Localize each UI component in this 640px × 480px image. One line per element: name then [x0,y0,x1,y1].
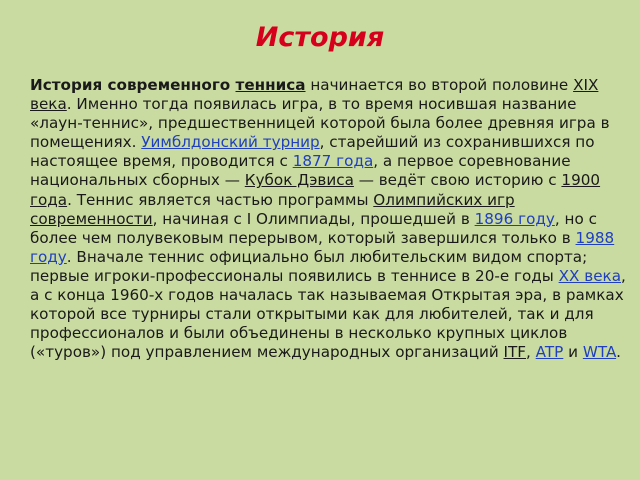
paragraph-text: , [526,343,536,362]
paragraph-text: , старейший из сохранившихся по настоящее время, проводится с [30,133,595,171]
paragraph-link[interactable]: WTA [582,343,617,362]
paragraph-text: История современного [30,76,236,94]
paragraph-text: . [616,343,621,362]
paragraph-text: — ведёт свою историю с [353,171,562,190]
paragraph-text: , но с более чем полувековым перерывом, который завершился только в [30,209,597,247]
paragraph-text: , а первое соревнование национальных сборных — [30,152,571,190]
paragraph-link[interactable]: Кубок Дэвиса [244,171,354,190]
paragraph-text: . Именно тогда появилась игра, в то время носившая название «лаун-теннис», предшественницей которой была более древняя игра в помещениях. [30,95,610,152]
paragraph-link[interactable]: тенниса [235,76,306,94]
paragraph-link[interactable]: 1896 году [474,209,555,228]
paragraph-link[interactable]: ITF [503,343,527,362]
paragraph-link[interactable]: 1988 году [30,228,615,266]
paragraph-link[interactable]: Уимблдонский турнир [141,133,320,152]
slide-body-paragraph [30,76,628,362]
paragraph-link[interactable]: XX века [558,266,622,285]
paragraph-text: , а с конца 1960-х годов началась так называемая Открытая эра, в рамках которой все турниры стали открытыми как для любителей, так и для профессионалов и были объединены в несколько крупных циклов («туров») под управлением международных организаций [30,266,626,362]
paragraph-link[interactable]: 1877 года [292,152,374,171]
paragraph-link[interactable]: ATP [535,343,564,362]
paragraph-text: . Вначале теннис официально был любительским видом спорта; первые игроки-профессионалы появились в теннисе в 20-е годы [30,247,588,285]
paragraph-link[interactable]: XIX века [30,76,599,114]
slide-title: История [255,22,385,53]
paragraph-text: , начиная с I Олимпиады, прошедшей в [152,209,475,228]
paragraph-text: . Теннис является частью программы [67,190,374,209]
paragraph-text: начинается во второй половине [305,76,574,94]
paragraph-link[interactable]: 1900 года [30,171,601,209]
paragraph-text: и [563,343,583,362]
paragraph-link[interactable]: Олимпийских игр современности [30,190,515,228]
